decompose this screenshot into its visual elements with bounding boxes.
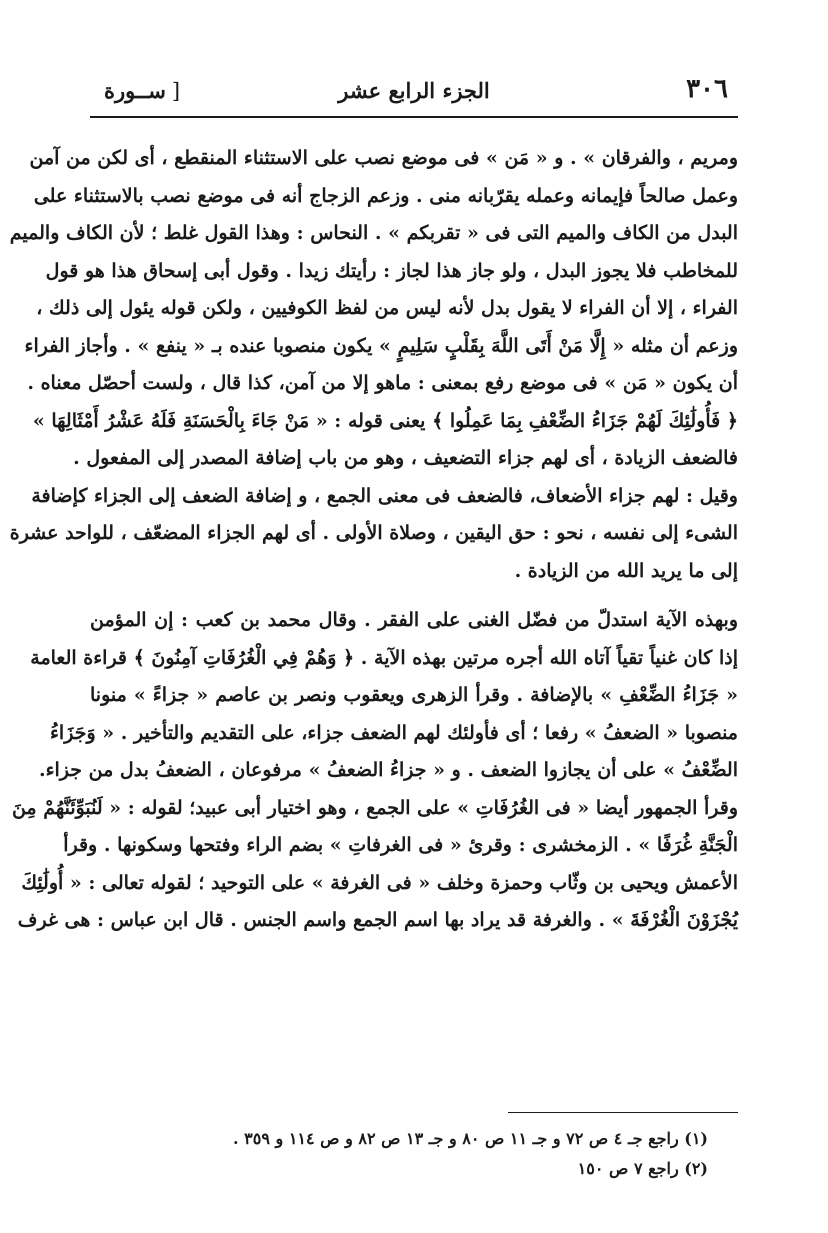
text-line: وقرأ الجمهور أيضا « فى الغُرُفَاتِ » على الجمع ، وهو اختيار أبى عبيد؛ لقوله : « لَنُبَوِّئَنَّهُمْ مِنَ — [11, 796, 738, 819]
footnote-2: (٢) راجع ٧ ص ١٥٠ — [577, 1159, 708, 1178]
text-line: البدل من الكاف والميم التى فى « تقربكم » . النحاس : وهذا القول غلط ؛ لأن الكاف والميم — [9, 222, 738, 244]
footnotes — [90, 1124, 708, 1184]
text-line: الشىء إلى نفسه ، نحو : حق اليقين ، وصلاة الأولى . أى لهم الجزاء المضعّف ، للواحد عشرة — [9, 522, 738, 544]
surah-label-text: ســورة — [104, 78, 166, 103]
text-line: ومريم ، والفرقان » . و « مَن » فى موضع نصب على الاستثناء المنقطع ، أى لكن من آمن — [29, 147, 738, 169]
text-line: وزعم أن مثله « إِلَّا مَنْ أَتَى اللَّهَ بِقَلْبٍ سَلِيمٍ » يكون منصوبا عنده بـ « ينفع » . وأجاز الفراء — [24, 334, 738, 357]
surah-label — [104, 78, 180, 103]
text-line: الْجَنَّةِ غُرَفًا » . الزمخشرى : وقرئ « فى الغرفاتِ » بضم الراء وفتحها وسكونها . وقرأ — [63, 834, 738, 856]
page-number: ٣٠٦ — [686, 74, 728, 104]
footnote-divider — [508, 1112, 738, 1113]
text-line: يُجْزَوْنَ الْغُرْفَةَ » . والغرفة قد يراد بها اسم الجمع واسم الجنس . قال ابن عباس : هى غرف — [17, 909, 738, 931]
text-line: « جَزَاءُ الضِّعْفِ » بالإضافة . وقرأ الزهرى ويعقوب ونصر بن عاصم « جزاءً » منونا — [90, 684, 738, 706]
text-line: فالضعف الزيادة ، أى لهم جزاء التضعيف ، وهو من باب إضافة المصدر إلى المفعول . — [73, 447, 738, 469]
running-title: الجزء الرابع عشر — [338, 78, 490, 103]
text-line: وبهذه الآية استدلّ من فضّل الغنى على الفقر . وقال محمد بن كعب : إن المؤمن — [90, 609, 738, 631]
text-line: إلى ما يريد الله من الزيادة . — [514, 559, 738, 582]
text-line: إذا كان غنياً تقياً آتاه الله أجره مرتين بهذه الآية . ﴿ وَهُمْ فِي الْغُرُفَاتِ آمِنُونَ ﴾ قراءة العامة — [30, 646, 738, 669]
text-line: للمخاطب فلا يجوز البدل ، ولو جاز هذا لجاز : رأيتك زيدا . وقول أبى إسحاق هذا هو قول — [45, 259, 738, 282]
text-line: الأعمش ويحيى بن وثّاب وحمزة وخلف « فى الغرفة » على التوحيد ؛ لقوله تعالى : « أُولَٰئِكَ — [21, 871, 738, 894]
text-line: الفراء ، إلا أن الفراء لا يقول بدل لأنه ليس من لفظ الكوفيين ، ولكن قوله يئول إلى ذلك ، — [36, 297, 738, 319]
text-line: وقيل : لهم جزاء الأضعاف، فالضعف فى معنى الجمع ، و إضافة الضعف إلى الجزاء كإضافة — [31, 484, 738, 507]
text-line: ﴿ فَأُولَٰئِكَ لَهُمْ جَزَاءُ الضِّعْفِ بِمَا عَمِلُوا ﴾ يعنى قوله : « مَنْ جَاءَ بِالْحَسَنَةِ فَلَهُ عَشْرُ أَمْثَالِهَا » — [32, 409, 738, 432]
page-header — [90, 70, 738, 118]
text-line: وعمل صالحاً فإيمانه وعمله يقرّبانه منى . وزعم الزجاج أنه فى موضع نصب بالاستثناء على — [33, 184, 738, 207]
text-line: أن يكون « مَن » فى موضع رفع بمعنى : ماهو إلا من آمن، كذا قال ، ولست أحصّل معناه . — [27, 372, 738, 394]
text-line: الضِّعْفُ » على أن يجازوا الضعف . و « جزاءُ الضعفُ » مرفوعان ، الضعفُ بدل من جزاء. — [38, 759, 738, 781]
paragraph-gap — [90, 590, 738, 602]
text-line: منصوبا « الضعفُ » رفعا ؛ أى فأولئك لهم الضعف جزاء، على التقديم والتأخير . « وَجَزَاءُ — [50, 721, 738, 744]
header-bracket: [ — [171, 79, 181, 103]
footnote-1: (١) راجع جـ ٤ ص ٧٢ و جـ ١١ ص ٨٠ و جـ ١٣ ص ٨٢ و ص ١١٤ و ٣٥٩ . — [233, 1129, 708, 1148]
body-text — [9, 140, 738, 940]
